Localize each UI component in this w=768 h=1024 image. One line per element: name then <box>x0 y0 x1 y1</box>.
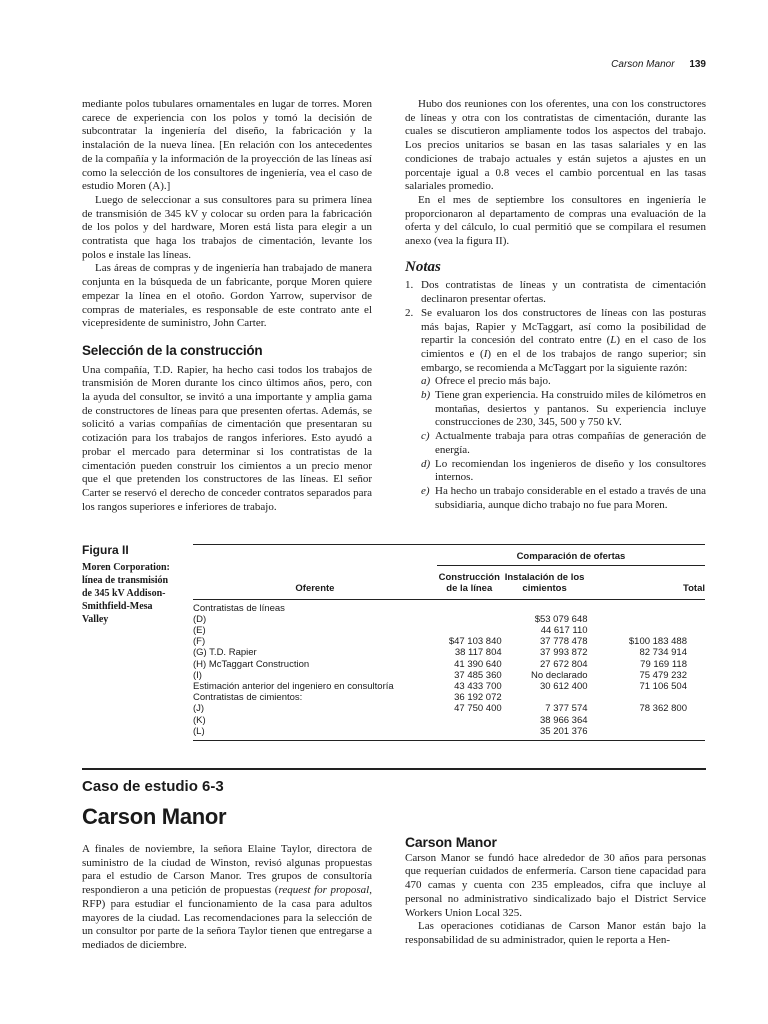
case-study-title: Carson Manor <box>82 804 227 829</box>
construction-cell: 43 433 700 <box>454 681 502 693</box>
installation-cell: 27 672 804 <box>539 658 588 670</box>
total-cell: $100 183 488 <box>628 636 687 648</box>
table-row <box>193 614 705 625</box>
left-column <box>82 98 372 514</box>
construction-cell: 37 485 360 <box>454 669 502 681</box>
left-paragraph-4: Una compañía, T.D. Rapier, ha hecho casi todos los trabajos de transmisión de Moren durante los cinco últimos años, pero, con la ayuda del consultor, se invitó a una importante y amplia gama de constructores de líneas para que presenten ofertas. Además, se solicitó a varias compañías de cimentación que presentaran su cotización para los trabajos de rangos inferiores. Esto ayudó a probar el mercado para determinar si los contratistas de la cimentación pueden construir los cimientos a un precio menor que el que pretenden los constructores de las líneas. El señor Carter se reservó el derecho de conceder contratos separados para los rangos superiores e inferiores de trabajo. <box>82 363 372 513</box>
reason-text: Tiene gran experiencia. Ha construido miles de kilómetros en montañas, desiertos y pantanos. Su experiencia incluye construcciones de 230, 345, 500 y 750 kV. <box>435 389 706 429</box>
installation-cell: $53 079 648 <box>534 613 588 625</box>
total-cell: 78 362 800 <box>639 703 687 715</box>
bidder-cell: (G) T.D. Rapier <box>193 647 257 659</box>
note-italic-l: L <box>610 334 617 347</box>
total-cell <box>588 614 705 625</box>
reason-item <box>421 485 706 512</box>
note-italic-i: I <box>483 347 488 360</box>
bidder-cell: (F) <box>193 636 206 648</box>
right-paragraph-1: Hubo dos reuniones con los oferentes, una con los constructores de líneas y otra con los contratistas de cimentación, durante las cuales se discutieron ampliamente todos los aspectos del trabajo. Los precios unitarios se basan en las tasas salariales y en las condiciones de trabajo actuales y están sujetos a ajustes en un porcentaje igual a 0.8 veces el cambio porcentual en las tasas salariales promedio. <box>405 98 706 193</box>
table-row <box>193 703 705 714</box>
note-item-1 <box>405 279 706 306</box>
group-header: Comparación de ofertas <box>516 551 626 562</box>
table-row <box>193 659 705 670</box>
table-row <box>193 692 705 703</box>
total-cell <box>588 599 705 614</box>
table-row <box>193 636 705 647</box>
installation-cell: 44 617 110 <box>540 625 588 637</box>
case-intro-paragraph <box>82 843 372 953</box>
running-title: Carson Manor <box>611 59 675 70</box>
table-row <box>193 647 705 658</box>
left-paragraph-3: Las áreas de compras y de ingeniería han trabajado de manera conjunta en la búsqueda de un fabricante, porque Moren quiere empezar la línea en el otoño. Gordon Yarrow, supervisor de compras de materiales, es responsable de este contrato ante el vicepresidente de suministro, John Carter. <box>82 262 372 330</box>
case-study-left-column <box>82 843 372 953</box>
reason-letter: d) <box>421 457 431 470</box>
case-intro-italic: request for proposal <box>278 884 370 897</box>
case-intro-text-b: , RFP) para estudiar el funcionamiento de la casa para adultos mayores de la ciudad. Las recomendaciones para la selección de un consultor por parte de la señora Taylor tienen que entregarse a mediados de diciembre. <box>82 884 372 951</box>
bidder-cell: (D) <box>193 613 207 625</box>
reason-letter: c) <box>421 430 430 443</box>
bidder-cell: Estimación anterior del ingeniero en consultoría <box>193 681 394 693</box>
figure-caption <box>82 543 174 626</box>
reason-letter: e) <box>421 484 430 497</box>
reason-item <box>421 389 706 430</box>
installation-cell <box>502 599 588 614</box>
installation-cell: 38 966 364 <box>539 714 588 726</box>
reason-text: Lo recomiendan los ingenieros de diseño y los consultores internos. <box>435 457 706 484</box>
installation-cell: 37 993 872 <box>539 647 588 659</box>
col-header-bidder: Oferente <box>193 566 437 599</box>
total-cell: 75 479 232 <box>639 669 687 681</box>
construction-cell <box>437 726 502 740</box>
installation-cell: 37 778 478 <box>539 636 588 648</box>
bidder-cell: (H) McTaggart Construction <box>193 658 310 670</box>
reasons-list <box>421 375 706 512</box>
construction-cell <box>437 614 502 625</box>
note-text-b: ) en el caso de los cimientos e ( <box>421 334 707 360</box>
table-body <box>193 599 705 740</box>
reason-item <box>421 430 706 457</box>
reason-letter: b) <box>421 389 431 402</box>
table-row <box>193 625 705 636</box>
page-number: 139 <box>689 59 706 70</box>
case-study-right-column <box>405 836 706 948</box>
reason-item <box>421 458 706 485</box>
bid-comparison-table <box>193 544 705 741</box>
installation-cell: 35 201 376 <box>539 725 588 737</box>
note-text: Dos contratistas de líneas y un contratista de cimentación declinaron presentar ofertas. <box>421 279 706 306</box>
construction-cell: 47 750 400 <box>454 703 502 715</box>
reason-text: Actualmente trabaja para otras compañías de generación de energía. <box>435 430 706 456</box>
total-cell: 82 734 914 <box>639 647 687 659</box>
right-column <box>405 98 706 512</box>
total-cell: 71 106 504 <box>639 681 687 693</box>
bidder-cell: (I) <box>193 669 202 681</box>
note-text-a: Se evaluaron los dos constructores de líneas con las posturas más bajas, Rapier y McTaggart, así como la posibilidad de repartir la concesión del contrato entre ( <box>421 306 706 347</box>
note-number: 1. <box>405 279 414 292</box>
notes-heading: Notas <box>405 258 441 275</box>
table-row <box>193 670 705 681</box>
construction-cell <box>437 625 502 636</box>
total-cell: 79 169 118 <box>640 658 687 670</box>
reason-letter: a) <box>421 375 431 388</box>
installation-cell: No declarado <box>531 669 588 681</box>
table-row <box>193 599 705 614</box>
construction-cell: 38 117 804 <box>454 647 502 659</box>
col-header-installation: Instalación de los cimientos <box>502 566 588 599</box>
table-corner <box>193 545 437 566</box>
total-cell <box>588 715 705 726</box>
section-heading-construction: Selección de la construcción <box>82 342 263 358</box>
case-right-paragraph-2: Las operaciones cotidianas de Carson Manor están bajo la responsabilidad de su administrador, quien le reporta a Hen- <box>405 920 706 946</box>
reason-item <box>421 375 706 389</box>
col-header-construction: Construcción de la línea <box>437 566 502 599</box>
notes-list <box>405 279 706 512</box>
construction-cell: $47 103 840 <box>448 636 502 648</box>
running-header <box>611 59 706 70</box>
left-paragraph-2: Luego de seleccionar a sus consultores para su primera línea de transmisión de 345 kV y colocar su orden para la fabricación de los polos y del hardware, Moren está lista para elegir a un contratista que haga los trabajos de cimentación, levante los polos e instale las líneas. <box>82 193 372 261</box>
case-section-heading: Carson Manor <box>405 834 497 850</box>
bidder-cell: (K) <box>193 714 206 726</box>
bidder-cell: (L) <box>193 725 205 737</box>
left-paragraph-1: mediante polos tubulares ornamentales en lugar de torres. Moren carece de experiencia con los polos y tomó la decisión de subcontratar la ingeniería del diseño, la fabricación y la instalación de la nueva línea. [En relación con los antecedentes de la compañía y la información de la proyección de las líneas así como la selección de los consultores de ingeniería, vea el caso de estudio Moren (A).] <box>82 98 372 193</box>
installation-cell: 30 612 400 <box>539 681 588 693</box>
table-row <box>193 681 705 692</box>
construction-cell <box>437 715 502 726</box>
construction-cell <box>437 599 502 614</box>
table-row <box>193 726 705 740</box>
note-text-c: ) en el de los trabajos de rango superior; sin embargo, se recomienda a McTaggart por la siguiente razón: <box>421 347 706 374</box>
figure-label: Figura II <box>82 543 129 557</box>
total-cell <box>588 726 705 740</box>
case-intro-text-a: A finales de noviembre, la señora Elaine Taylor, directora de suministro de la ciudad de Winston, revisó algunas propuestas para el estudio de Carson Manor. Tres grupos de consultoría respondieron a una petición de propuestas ( <box>82 843 372 897</box>
col-header-total: Total <box>588 566 705 599</box>
reason-text: Ha hecho un trabajo considerable en el estado a través de una subsidiaria, aunque dicho trabajo no fue para Moren. <box>435 484 706 511</box>
installation-cell: 7 377 574 <box>545 703 588 715</box>
installation-cell <box>502 692 588 703</box>
total-cell <box>588 692 705 703</box>
bidder-cell: Contratistas de cimientos: <box>193 692 303 704</box>
bidder-cell: Contratistas de líneas <box>193 602 285 614</box>
note-item-2 <box>405 307 706 513</box>
construction-cell: 41 390 640 <box>454 658 502 670</box>
right-paragraph-2: En el mes de septiembre los consultores en ingeniería le proporcionaron al departamento de compras una evaluación de la oferta y del cálculo, lo cual permitió que se compilara el resumen anexo (vea la figura II). <box>405 193 706 248</box>
case-study-label: Caso de estudio 6-3 <box>82 778 224 795</box>
bidder-cell: (J) <box>193 703 205 715</box>
construction-cell: 36 192 072 <box>454 692 502 704</box>
note-number: 2. <box>405 306 414 319</box>
case-right-paragraph-1: Carson Manor se fundó hace alrededor de 30 años para personas que requerían cuidados de enfermería. Carson tiene capacidad para 470 camas y cuenta con 235 empleados, cifra que incluye al personal no administrativo sindicalizado bajo el District Service Workers Union Local 325. <box>405 851 706 919</box>
table-row <box>193 715 705 726</box>
total-cell <box>588 625 705 636</box>
bidder-cell: (E) <box>193 625 206 637</box>
reason-text: Ofrece el precio más bajo. <box>435 375 551 388</box>
case-study-header <box>82 768 706 830</box>
figure-description: Moren Corporation: línea de transmisión de 345 kV Addison-Smithfield-Mesa Valley <box>82 562 170 625</box>
